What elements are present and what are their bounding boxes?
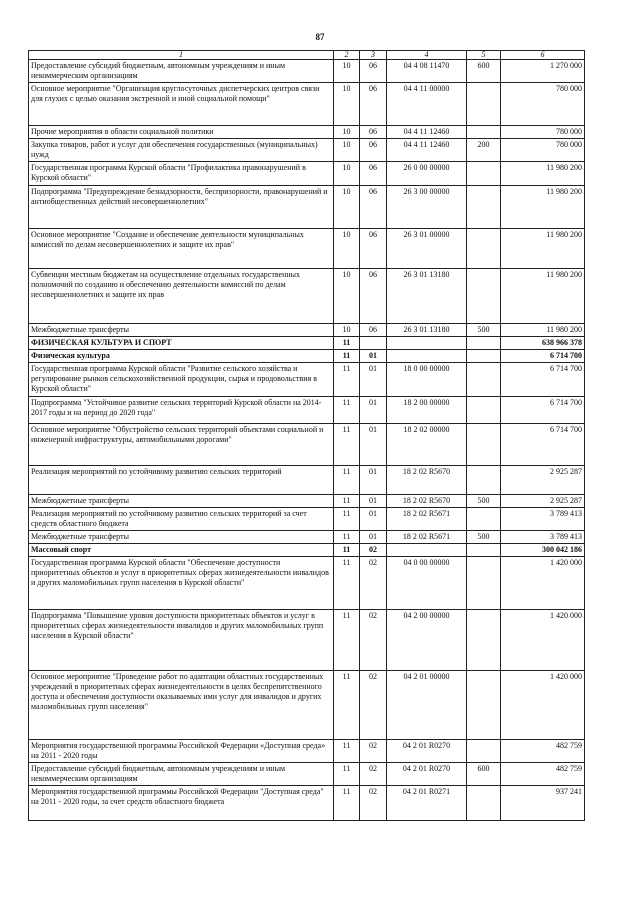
row-target-article-cell: 26 0 00 00000 [387,162,467,186]
row-expense-type-cell [467,610,501,671]
row-section-cell: 10 [334,162,360,186]
row-name-cell: Субвенции местным бюджетам на осуществление отдельных государственных полномочий по созданию и обеспечению деятельности комиссий по делам несовершеннолетних и защите их прав [29,269,334,324]
row-name-cell: Основное мероприятие "Организация круглосуточных диспетчерских центров связи для глухих с целью оказания экстренной и иной социальной помощи" [29,83,334,126]
row-amount-cell: 6 714 700 [501,424,585,466]
table-row [29,337,585,350]
row-name-cell: Подпрограмма "Предупреждение безнадзорности, беспризорности, правонарушений и антиобщественных действий несовершеннолетних" [29,186,334,229]
table-row [29,740,585,763]
row-section-cell: 11 [334,363,360,397]
row-subsection-cell: 01 [360,466,387,495]
row-expense-type-cell: 500 [467,531,501,544]
row-expense-type-cell [467,671,501,740]
row-name-cell: Межбюджетные трансферты [29,531,334,544]
row-target-article-cell: 18 2 02 R5671 [387,531,467,544]
row-target-article-cell: 26 3 01 00000 [387,229,467,269]
row-amount-cell: 1 270 000 [501,60,585,83]
table-row [29,544,585,557]
row-expense-type-cell [467,363,501,397]
row-section-cell: 11 [334,397,360,424]
row-name-cell: Основное мероприятие "Создание и обеспечение деятельности муниципальных комиссий по делам несовершеннолетних и защите их прав" [29,229,334,269]
table-row [29,139,585,162]
row-amount-cell: 780 000 [501,83,585,126]
row-amount-cell: 11 980 200 [501,162,585,186]
row-subsection-cell: 01 [360,508,387,531]
row-subsection-cell: 02 [360,671,387,740]
row-expense-type-cell [467,186,501,229]
row-target-article-cell: 04 4 11 12460 [387,126,467,139]
row-subsection-cell: 06 [360,186,387,229]
row-name-cell: Массовый спорт [29,544,334,557]
row-amount-cell: 11 980 200 [501,229,585,269]
header-cell: 6 [501,51,585,60]
row-target-article-cell: 18 0 00 00000 [387,363,467,397]
row-name-cell: Основное мероприятие "Обустройство сельских территорий объектами социальной и инженерной инфраструктуры, автомобильными дорогами" [29,424,334,466]
row-subsection-cell: 06 [360,162,387,186]
row-target-article-cell: 04 2 01 R0271 [387,786,467,821]
row-subsection-cell: 06 [360,324,387,337]
table-row [29,126,585,139]
row-name-cell: Государственная программа Курской области "Профилактика правонарушений в Курской области" [29,162,334,186]
row-expense-type-cell [467,424,501,466]
row-section-cell: 11 [334,350,360,363]
row-amount-cell: 1 420 000 [501,610,585,671]
row-expense-type-cell [467,229,501,269]
row-subsection-cell: 06 [360,139,387,162]
row-subsection-cell: 02 [360,557,387,610]
row-name-cell: Основное мероприятие "Проведение работ по адаптации областных государственных учреждений в приоритетных сферах жизнедеятельности в целях беспрепятственного доступа и обеспечения доступности оказываемых ими услуг для инвалидов и других маломобильных групп населения" [29,671,334,740]
row-section-cell: 10 [334,324,360,337]
row-section-cell: 10 [334,186,360,229]
row-name-cell: Предоставление субсидий бюджетным, автономным учреждениям и иным некоммерческим организациям [29,60,334,83]
table-row [29,786,585,821]
row-subsection-cell: 06 [360,60,387,83]
table-row [29,763,585,786]
row-target-article-cell: 04 0 00 00000 [387,557,467,610]
row-expense-type-cell [467,557,501,610]
table-row [29,397,585,424]
row-expense-type-cell [467,269,501,324]
row-section-cell: 11 [334,531,360,544]
row-section-cell: 10 [334,139,360,162]
row-section-cell: 11 [334,544,360,557]
row-target-article-cell: 18 2 02 R5671 [387,508,467,531]
row-target-article-cell [387,337,467,350]
table-row [29,162,585,186]
row-amount-cell: 780 000 [501,126,585,139]
row-subsection-cell: 01 [360,424,387,466]
row-subsection-cell: 01 [360,397,387,424]
table-row [29,495,585,508]
table-row [29,324,585,337]
row-name-cell: Подпрограмма "Устойчивое развитие сельских территорий Курской области на 2014-2017 годы и на период до 2020 года" [29,397,334,424]
row-section-cell: 11 [334,337,360,350]
row-expense-type-cell [467,350,501,363]
row-target-article-cell: 04 2 01 R0270 [387,763,467,786]
row-subsection-cell: 02 [360,786,387,821]
row-expense-type-cell [467,544,501,557]
row-subsection-cell: 02 [360,740,387,763]
row-subsection-cell: 06 [360,126,387,139]
row-name-cell: Государственная программа Курской области "Обеспечение доступности приоритетных объектов и услуг в приоритетных сферах жизнедеятельности инвалидов и других маломобильных групп населения в Курской области" [29,557,334,610]
row-section-cell: 11 [334,740,360,763]
row-amount-cell: 11 980 200 [501,269,585,324]
row-subsection-cell: 02 [360,544,387,557]
row-section-cell: 11 [334,557,360,610]
row-expense-type-cell [467,786,501,821]
row-name-cell: ФИЗИЧЕСКАЯ КУЛЬТУРА И СПОРТ [29,337,334,350]
row-name-cell: Межбюджетные трансферты [29,324,334,337]
row-section-cell: 11 [334,508,360,531]
row-section-cell: 10 [334,269,360,324]
row-amount-cell: 3 789 413 [501,531,585,544]
row-section-cell: 11 [334,763,360,786]
row-section-cell: 10 [334,126,360,139]
row-subsection-cell: 01 [360,531,387,544]
table-row [29,610,585,671]
row-target-article-cell [387,544,467,557]
row-amount-cell: 6 714 700 [501,363,585,397]
header-cell: 4 [387,51,467,60]
row-target-article-cell: 18 2 02 00000 [387,424,467,466]
table-row [29,350,585,363]
row-subsection-cell: 01 [360,495,387,508]
row-expense-type-cell: 500 [467,495,501,508]
row-target-article-cell [387,350,467,363]
row-target-article-cell: 04 4 11 00000 [387,83,467,126]
row-amount-cell: 1 420 000 [501,557,585,610]
table-row [29,531,585,544]
row-name-cell: Мероприятия государственной программы Российской Федерации «Доступная среда» на 2011 - 2020 годы [29,740,334,763]
row-section-cell: 11 [334,466,360,495]
row-name-cell: Межбюджетные трансферты [29,495,334,508]
row-amount-cell: 482 759 [501,740,585,763]
table-row [29,424,585,466]
header-cell: 5 [467,51,501,60]
table-row [29,269,585,324]
header-row [29,51,585,60]
row-expense-type-cell: 200 [467,139,501,162]
row-target-article-cell: 26 3 00 00000 [387,186,467,229]
row-amount-cell: 6 714 700 [501,397,585,424]
row-target-article-cell: 26 3 01 13180 [387,269,467,324]
table-row [29,186,585,229]
row-amount-cell: 638 966 378 [501,337,585,350]
table-row [29,508,585,531]
row-expense-type-cell [467,337,501,350]
header-cell: 2 [334,51,360,60]
row-subsection-cell: 02 [360,763,387,786]
row-subsection-cell: 06 [360,83,387,126]
row-amount-cell: 482 759 [501,763,585,786]
row-subsection-cell: 01 [360,363,387,397]
row-subsection-cell: 02 [360,610,387,671]
row-amount-cell: 780 000 [501,139,585,162]
table-row [29,557,585,610]
row-name-cell: Предоставление субсидий бюджетным, автономным учреждениям и иным некоммерческим организациям [29,763,334,786]
row-amount-cell: 11 980 200 [501,186,585,229]
row-target-article-cell: 26 3 01 13180 [387,324,467,337]
row-target-article-cell: 04 2 01 R0270 [387,740,467,763]
row-expense-type-cell [467,83,501,126]
row-expense-type-cell [467,397,501,424]
row-amount-cell: 937 241 [501,786,585,821]
table-row [29,229,585,269]
row-section-cell: 11 [334,424,360,466]
budget-table [28,50,585,821]
row-section-cell: 11 [334,671,360,740]
row-name-cell: Реализация мероприятий по устойчивому развитию сельских территорий [29,466,334,495]
row-section-cell: 10 [334,83,360,126]
row-target-article-cell: 18 2 02 R5670 [387,495,467,508]
row-name-cell: Закупка товаров, работ и услуг для обеспечения государственных (муниципальных) нужд [29,139,334,162]
row-target-article-cell: 04 4 08 11470 [387,60,467,83]
row-amount-cell: 300 042 186 [501,544,585,557]
row-subsection-cell: 06 [360,229,387,269]
table-row [29,363,585,397]
row-section-cell: 11 [334,786,360,821]
row-expense-type-cell: 600 [467,763,501,786]
row-subsection-cell: 01 [360,350,387,363]
row-target-article-cell: 04 2 00 00000 [387,610,467,671]
row-amount-cell: 3 789 413 [501,508,585,531]
table-row [29,671,585,740]
row-name-cell: Физическая культура [29,350,334,363]
row-expense-type-cell [467,162,501,186]
row-subsection-cell: 06 [360,269,387,324]
row-expense-type-cell: 500 [467,324,501,337]
row-name-cell: Прочие мероприятия в области социальной политики [29,126,334,139]
table-row [29,466,585,495]
row-amount-cell: 6 714 700 [501,350,585,363]
table-row [29,83,585,126]
row-name-cell: Государственная программа Курской области "Развитие сельского хозяйства и регулирование рынков сельскохозяйственной продукции, сырья и продовольствия в Курской области" [29,363,334,397]
row-target-article-cell: 18 2 00 00000 [387,397,467,424]
row-expense-type-cell: 600 [467,60,501,83]
table-row [29,60,585,83]
row-name-cell: Реализация мероприятий по устойчивому развитию сельских территорий за счет средств областного бюджета [29,508,334,531]
row-amount-cell: 11 980 200 [501,324,585,337]
row-section-cell: 11 [334,495,360,508]
header-cell: 3 [360,51,387,60]
row-amount-cell: 2 925 287 [501,495,585,508]
row-subsection-cell [360,337,387,350]
row-section-cell: 10 [334,60,360,83]
row-target-article-cell: 04 4 11 12460 [387,139,467,162]
row-name-cell: Подпрограмма "Повышение уровня доступности приоритетных объектов и услуг в приоритетных сферах жизнедеятельности инвалидов и других маломобильных групп населения в Курской области" [29,610,334,671]
row-section-cell: 11 [334,610,360,671]
row-amount-cell: 2 925 287 [501,466,585,495]
page-number: 87 [315,32,325,42]
row-section-cell: 10 [334,229,360,269]
row-name-cell: Мероприятия государственной программы Российской Федерации "Доступная среда" на 2011 - 2020 годы, за счет средств областного бюджета [29,786,334,821]
row-target-article-cell: 04 2 01 00000 [387,671,467,740]
row-expense-type-cell [467,740,501,763]
row-amount-cell: 1 420 000 [501,671,585,740]
row-expense-type-cell [467,466,501,495]
row-expense-type-cell [467,126,501,139]
row-target-article-cell: 18 2 02 R5670 [387,466,467,495]
row-expense-type-cell [467,508,501,531]
header-cell: 1 [29,51,334,60]
